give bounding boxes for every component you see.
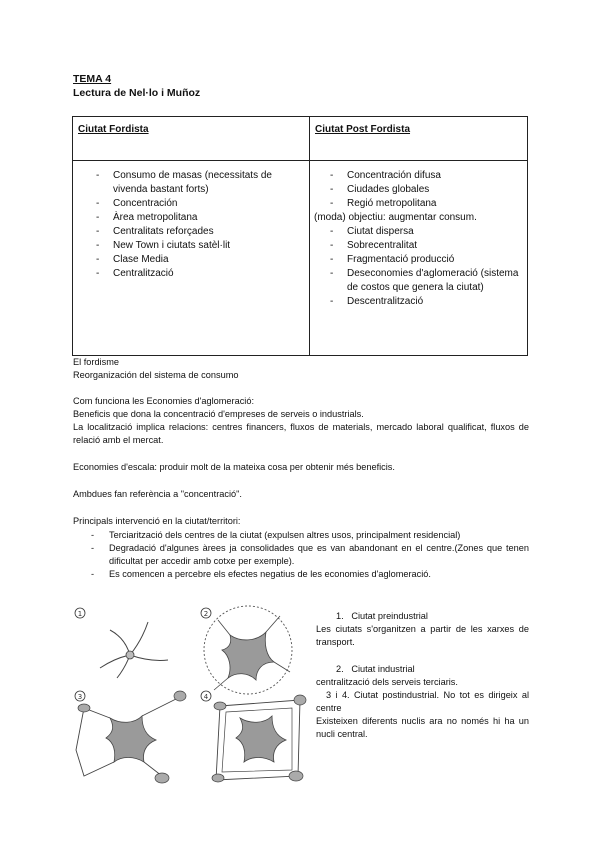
list-item: - Deseconomies d'aglomeració (sistema de costos que genera la ciutat) (310, 267, 527, 295)
fordista-list (73, 169, 309, 281)
list-note: (moda) objectiu: augmentar consum. (314, 212, 477, 223)
caption-2-text: centralització dels serveis terciaris. (316, 677, 458, 687)
list-item: - Terciarització dels centres de la ciutat (expulsen altres usos, principalment residencial) (73, 529, 529, 542)
city-blob (236, 716, 286, 762)
list-item: - Clase Media (73, 253, 309, 267)
list-item: - Ciutat dispersa (310, 225, 527, 239)
city-nucleus (126, 651, 134, 659)
city-evolution-diagram (70, 600, 310, 785)
list-item: - Àrea metropolitana (73, 211, 309, 225)
paragraph-localitzacio: La localització implica relacions: centres financers, fluxos de materials, mercado laboral qualificat, fluxos de relació amb el mercat. (73, 422, 529, 445)
page-title: TEMA 4 (73, 73, 112, 85)
list-item: - Es comencen a percebre els efectes negatius de les economies d'aglomeració. (73, 568, 529, 581)
paragraph-beneficis: Beneficis que dona la concentració d'empreses de serveis o industrials. (73, 409, 364, 419)
list-item: - Centralització (73, 267, 309, 281)
paragraph-aglomeracio-heading: Com funciona les Economies d'aglomeració: (73, 396, 255, 406)
diagram-panel-4 (201, 691, 306, 782)
paragraph-intervencions: Principals intervenció en la ciutat/territori: (73, 516, 241, 526)
list-item: - Descentralització (310, 295, 527, 309)
list-item: - New Town i ciutats satèl·lit (73, 239, 309, 253)
panel-label: 3 (77, 693, 83, 701)
comparison-table (72, 116, 528, 356)
caption-2-heading (316, 663, 529, 676)
diagram-panel-2 (201, 606, 292, 694)
list-item: - Sobrecentralitat (310, 239, 527, 253)
paragraph-reorganizacion: Reorganización del sistema de consumo (73, 370, 239, 380)
diagram-panel-1 (75, 608, 168, 678)
list-item: - Centralitats reforçades (73, 225, 309, 239)
postfordista-list (310, 169, 527, 309)
caption-1-heading (316, 610, 529, 623)
page-subtitle: Lectura de Nel·lo i Muñoz (73, 87, 201, 99)
list-item: - Degradació d'algunes àrees ja consolidades que es van abandonant en el centre.(Zones que tenen dificultat per accedir amb cotxe per exemple). (73, 542, 529, 568)
paragraph-escala: Economies d'escala: produir molt de la mateixa cosa per obtenir més beneficis. (73, 462, 395, 472)
caption-2-title: Ciutat industrial (351, 664, 415, 674)
caption-1-text: Les ciutats s'organitzen a partir de les xarxes de transport. (316, 624, 529, 647)
list-item: - Concentración difusa (310, 169, 527, 183)
caption-3-text: Existeixen diferents nuclis ara no només hi ha un nucli central. (316, 716, 529, 739)
diagram-panel-3 (75, 691, 186, 783)
postfordista-cell (310, 161, 528, 356)
list-item: - Fragmentació producció (310, 253, 527, 267)
list-item: - Concentración (73, 197, 309, 211)
panel-label: 2 (203, 610, 209, 618)
paragraph-ambdues: Ambdues fan referència a "concentració". (73, 489, 242, 499)
caption-3-title: 3 i 4. Ciutat postindustrial. No tot es dirigeix al centre (316, 690, 529, 713)
city-blob (222, 632, 274, 680)
caption-2-number: 2. (336, 664, 344, 674)
city-blob (106, 716, 156, 762)
list-item: - Consumo de masas (necessitats de vivenda bastant forts) (73, 169, 309, 197)
fordista-cell (73, 161, 310, 356)
caption-1-title: Ciutat preindustrial (351, 611, 428, 621)
list-item: - Ciudades globales (310, 183, 527, 197)
intervention-list (73, 529, 529, 581)
col-header-postfordista: Ciutat Post Fordista (310, 117, 528, 161)
col-header-fordista: Ciutat Fordista (73, 117, 310, 161)
caption-1-number: 1. (336, 611, 344, 621)
paragraph-fordisme: El fordisme (73, 357, 119, 367)
panel-label: 4 (203, 693, 209, 701)
list-item: - Regió metropolitana (310, 197, 527, 211)
panel-label: 1 (77, 610, 83, 618)
